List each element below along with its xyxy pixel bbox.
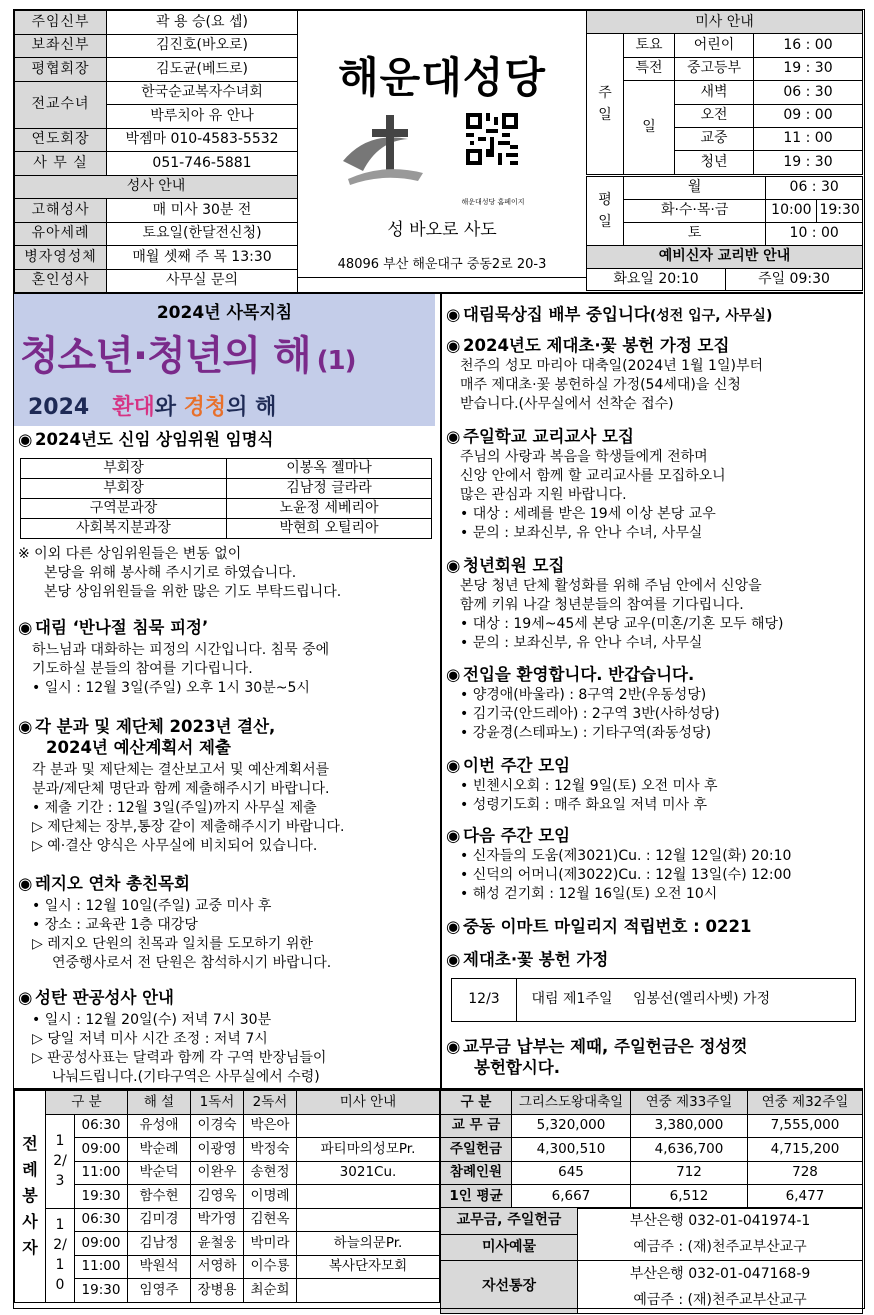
liturgy-cell: 이명례 xyxy=(244,1185,297,1209)
mass-time: 09 : 00 xyxy=(754,104,863,127)
finance-cell: 4,715,200 xyxy=(748,1138,863,1162)
liturgy-time: 19:30 xyxy=(75,1185,128,1209)
section-title: ◉ 대림 ‘반나절 침묵 피정’ xyxy=(18,618,209,637)
finance-cell: 7,555,000 xyxy=(748,1114,863,1138)
banner-line3: 2024 환대와 경청의 해 xyxy=(28,395,277,420)
liturgy-cell: 파티마의성모Pr. xyxy=(297,1138,440,1162)
liturgy-header: 구 분 xyxy=(46,1091,128,1115)
mass-name: 중고등부 xyxy=(675,57,754,80)
bank-label: 자선통장 xyxy=(441,1261,578,1314)
mass-name: 어린이 xyxy=(675,34,754,57)
bank-account xyxy=(578,1261,863,1314)
section-teachers: ◉ 주일학교 교리교사 모집 주님의 사랑과 복음을 학생들에게 전하며 신앙 안에서 함께 할 교리교사를 모집하오니 많은 관심과 지원 바랍니다. • 대상 : 세례를 받은 19세 이상 본당 교우 • 문의 : 보좌신부, 유 안나 수녀, 사무실 xyxy=(446,426,861,543)
sacrament-value: 사무실 문의 xyxy=(107,269,298,293)
catechumen-sunday: 주일 09:30 xyxy=(726,269,863,291)
committee-name: 이봉옥 젤마나 xyxy=(227,459,432,479)
catechumen-title: 예비신자 교리반 안내 xyxy=(587,246,863,269)
mass-name: 교중 xyxy=(675,127,754,150)
liturgy-cell: 김미경 xyxy=(128,1208,191,1232)
liturgy-cell: 송현정 xyxy=(244,1161,297,1185)
liturgy-cell: 최순희 xyxy=(244,1279,297,1303)
qr-caption: 해운대성당 홈페이지 xyxy=(461,198,525,206)
section-title: ◉ 2024년도 신임 상임위원 임명식 xyxy=(18,430,274,449)
liturgy-cell: 박정숙 xyxy=(244,1138,297,1162)
liturgy-cell: 박원석 xyxy=(128,1255,191,1279)
finance-cell: 3,380,000 xyxy=(631,1114,748,1138)
liturgy-cell: 서영하 xyxy=(191,1255,244,1279)
sacrament-label: 고해성사 xyxy=(15,199,107,223)
bank-account-table xyxy=(440,1207,863,1314)
church-address: 48096 부산 해운대구 중동2로 20-3 xyxy=(337,257,547,272)
info-label: 보좌신부 xyxy=(15,34,107,58)
section-dues: ◉ 교무금 납부는 제때, 주일헌금은 정성껏 봉헌합시다. xyxy=(446,1036,861,1078)
info-value: 곽 용 승(요 셉) xyxy=(107,11,298,35)
section-committee xyxy=(18,429,438,450)
info-value: 김진호(바오로) xyxy=(107,34,298,58)
liturgy-cell xyxy=(297,1185,440,1209)
church-name: 해운대성당 xyxy=(338,53,546,102)
bank-account-holder: 예금주 : (재)천주교부산교구 xyxy=(633,1239,807,1255)
catechumen-tuesday: 화요일 20:10 xyxy=(587,269,726,291)
liturgy-servers-table xyxy=(14,1090,440,1303)
section-title: ◉ 2024년도 제대초·꽃 봉헌 가정 모집 xyxy=(446,336,730,355)
section-title: ◉ 다음 주간 모임 xyxy=(446,826,571,845)
bank-label: 교무금, 주일헌금 xyxy=(441,1208,578,1235)
weekday-time: 10:00 xyxy=(766,200,817,223)
finance-header: 연중 제33주일 xyxy=(631,1091,748,1115)
liturgy-cell: 박가영 xyxy=(191,1208,244,1232)
section-this-week: ◉ 이번 주간 모임 • 빈첸시오회 : 12월 9일(토) 오전 미사 후 • 성령기도회 : 매주 화요일 저녁 미사 후 xyxy=(446,755,861,815)
info-label: 주임신부 xyxy=(15,11,107,35)
committee-name: 김남정 글라라 xyxy=(227,479,432,499)
mass-time: 16 : 00 xyxy=(754,34,863,57)
altar-week: 대림 제1주일 xyxy=(517,979,628,1022)
section-retreat: ◉ 대림 ‘반나절 침묵 피정’ 하느님과 대화하는 피정의 시간입니다. 침묵 중에 기도하실 분들의 참여를 기다립니다. • 일시 : 12월 3일(주일) 오후 1시 30분~5시 xyxy=(18,617,438,698)
liturgy-side-label: 전례봉사자 xyxy=(15,1091,46,1303)
liturgy-cell: 하늘의문Pr. xyxy=(297,1232,440,1256)
sacrament-title: 성사 안내 xyxy=(15,175,298,199)
weekday-label: 평일 xyxy=(587,177,624,246)
finance-header: 구 분 xyxy=(441,1091,512,1115)
section-title: ◉ 주일학교 교리교사 모집 xyxy=(446,427,634,446)
bank-account xyxy=(578,1208,863,1261)
liturgy-cell: 박은아 xyxy=(244,1114,297,1138)
committee-name: 박현희 오틸리아 xyxy=(227,519,432,539)
sacrament-value: 매 미사 30분 전 xyxy=(107,199,298,223)
liturgy-cell: 3021Cu. xyxy=(297,1161,440,1185)
finance-label: 1인 평균 xyxy=(441,1185,512,1209)
liturgy-cell xyxy=(297,1114,440,1138)
section-budget: ◉ 각 분과 및 제단체 2023년 결산, 2024년 예산계획서 제출 각 분과 및 제단체는 결산보고서 및 예산계획서를 분과/제단체 명단과 함께 제출해주시기 바랍니다. • 제출 기간 : 12월 3일(주일)까지 사무실 제출 ▷ 제단체는 장부,통장 같이 제출해주시기 바랍니다. ▷ 예·결산 양식은 사무실에 비치되어 있습니다. xyxy=(18,716,438,856)
section-title: ◉ 교무금 납부는 제때, 주일헌금은 정성껏 xyxy=(446,1037,748,1056)
bank-account-number: 부산은행 032-01-041974-1 xyxy=(629,1213,811,1229)
section-christmas: ◉ 성탄 판공성사 안내 • 일시 : 12월 20일(수) 저녁 7시 30분 ▷ 당일 저녁 미사 시간 조정 : 저녁 7시 ▷ 판공성사표는 달력과 함께 각 구역 반장님들이 나눠드립니다.(기타구역은 사무실에서 수령) xyxy=(18,987,438,1087)
committee-role: 부회장 xyxy=(21,459,227,479)
sacrament-label: 병자영성체 xyxy=(15,246,107,270)
patron-saint: 성 바오로 사도 xyxy=(387,220,497,240)
mass-time: 19 : 30 xyxy=(754,151,863,174)
liturgy-date: 12/10 xyxy=(46,1208,75,1302)
altar-date: 12/3 xyxy=(452,979,517,1022)
liturgy-cell: 김영욱 xyxy=(191,1185,244,1209)
section-title: ◉ 제대초·꽃 봉헌 가정 xyxy=(446,950,609,969)
liturgy-time: 06:30 xyxy=(75,1114,128,1138)
liturgy-cell: 함수현 xyxy=(128,1185,191,1209)
info-value: 김도균(베드로) xyxy=(107,58,298,82)
section-title: ◉ 전입을 환영합니다. 반갑습니다. xyxy=(446,665,695,684)
liturgy-cell: 이경숙 xyxy=(191,1114,244,1138)
finance-cell: 712 xyxy=(631,1161,748,1185)
sacrament-value: 토요일(한달전신청) xyxy=(107,222,298,246)
day-label: 일 xyxy=(624,81,675,175)
finance-cell: 728 xyxy=(748,1161,863,1185)
weekday-name: 월 xyxy=(624,177,766,200)
special-label: 특전 xyxy=(624,57,675,80)
section-youth: ◉ 청년회원 모집 본당 청년 단체 활성화를 위해 주님 안에서 신앙을 함께 키워 나갈 청년분들의 참여를 기다립니다. • 대상 : 19세~45세 본당 교우(미혼/기혼 모두 해당) • 문의 : 보좌신부, 유 안나 수녀, 사무실 xyxy=(446,555,861,653)
mass-time: 11 : 00 xyxy=(754,127,863,150)
committee-role: 사회복지분과장 xyxy=(21,519,227,539)
section-title: ◉ 대림묵상집 배부 중입니다(성전 입구, 사무실) xyxy=(446,305,773,324)
bank-label: 미사예물 xyxy=(441,1234,578,1261)
mass-time: 19 : 30 xyxy=(754,57,863,80)
weekday-time: 19:30 xyxy=(817,200,863,223)
committee-name: 노윤정 세베리아 xyxy=(227,499,432,519)
liturgy-time: 09:00 xyxy=(75,1232,128,1256)
weekday-time: 06 : 30 xyxy=(766,177,863,200)
liturgy-cell: 김현옥 xyxy=(244,1208,297,1232)
weekday-name: 화·수·목·금 xyxy=(624,200,766,223)
section-altar-families: ◉ 2024년도 제대초·꽃 봉헌 가정 모집 천주의 성모 마리아 대축일(2024년 1월 1일)부터 매주 제대초·꽃 봉헌하실 가정(54세대)을 신청 받습니다.(사무실에서 선착순 접수) xyxy=(446,335,861,414)
liturgy-cell: 김남정 xyxy=(128,1232,191,1256)
liturgy-time: 06:30 xyxy=(75,1208,128,1232)
committee-table xyxy=(20,458,432,539)
finance-cell: 5,320,000 xyxy=(512,1114,631,1138)
liturgy-cell xyxy=(297,1208,440,1232)
finance-cell: 6,667 xyxy=(512,1185,631,1209)
liturgy-time: 09:00 xyxy=(75,1138,128,1162)
liturgy-header: 미사 안내 xyxy=(297,1091,440,1115)
liturgy-date: 12/3 xyxy=(46,1114,75,1208)
committee-role: 구역분과장 xyxy=(21,499,227,519)
saturday-label: 토요 xyxy=(624,34,675,57)
liturgy-time: 11:00 xyxy=(75,1161,128,1185)
section-next-week: ◉ 다음 주간 모임 • 신자들의 도움(제3021)Cu. : 12월 12일(화) 20:10 • 신덕의 어머니(제3022)Cu. : 12월 13일(수) 12:00 • 해성 걷기회 : 12월 16일(토) 오전 10시 xyxy=(446,825,861,904)
catechumen-table xyxy=(586,268,863,291)
sacrament-label: 유아세례 xyxy=(15,222,107,246)
section-title: ◉ 이번 주간 모임 xyxy=(446,756,571,775)
section-advent-book xyxy=(446,304,861,327)
liturgy-cell: 장병용 xyxy=(191,1279,244,1303)
liturgy-cell: 유성애 xyxy=(128,1114,191,1138)
bank-account-number: 부산은행 032-01-047168-9 xyxy=(629,1266,811,1282)
finance-table xyxy=(440,1090,863,1209)
church-header xyxy=(298,10,586,278)
section-title: ◉ 중동 이마트 마일리지 적립번호 : 0221 xyxy=(446,917,752,936)
liturgy-cell: 복사단자모회 xyxy=(297,1255,440,1279)
liturgy-cell: 박순례 xyxy=(128,1138,191,1162)
mass-name: 청년 xyxy=(675,151,754,174)
finance-label: 교 무 금 xyxy=(441,1114,512,1138)
sacrament-value: 매월 셋째 주 목 13:30 xyxy=(107,246,298,270)
liturgy-cell: 윤철웅 xyxy=(191,1232,244,1256)
liturgy-cell: 이완우 xyxy=(191,1161,244,1185)
altar-family: 임봉선(엘리사벳) 가정 xyxy=(627,979,856,1022)
banner-line1: 2024년 사목지침 xyxy=(156,303,293,323)
info-label: 평협회장 xyxy=(15,58,107,82)
staff-info-table xyxy=(14,10,298,293)
bank-account-holder: 예금주 : (재)천주교부산교구 xyxy=(633,1292,807,1308)
liturgy-cell: 임영주 xyxy=(128,1279,191,1303)
pastoral-banner xyxy=(14,294,435,426)
liturgy-time: 19:30 xyxy=(75,1279,128,1303)
sunday-label: 주일 xyxy=(587,34,624,174)
mass-title: 미사 안내 xyxy=(587,11,863,34)
church-logo-icon xyxy=(338,111,428,191)
liturgy-header: 1독서 xyxy=(191,1091,244,1115)
finance-label: 참례인원 xyxy=(441,1161,512,1185)
info-label: 전교수녀 xyxy=(15,81,107,128)
info-value: 한국순교복자수녀회 xyxy=(107,81,298,105)
mass-name: 새벽 xyxy=(675,81,754,104)
finance-cell: 4,300,510 xyxy=(512,1138,631,1162)
finance-cell: 6,512 xyxy=(631,1185,748,1209)
section-title: ◉ 각 분과 및 제단체 2023년 결산, xyxy=(18,717,276,736)
section-title: ◉ 청년회원 모집 xyxy=(446,556,565,575)
liturgy-header: 해 설 xyxy=(128,1091,191,1115)
liturgy-cell: 이수룡 xyxy=(244,1255,297,1279)
section-welcome: ◉ 전입을 환영합니다. 반갑습니다. • 양경애(바울라) : 8구역 2반(우동성당) • 김기국(안드레아) : 2구역 3반(사하성당) • 강윤경(스테파노) : 기타구역(좌동성당) xyxy=(446,664,861,743)
info-value: 박젬마 010-4583-5532 xyxy=(107,128,298,152)
finance-cell: 4,636,700 xyxy=(631,1138,748,1162)
liturgy-cell: 이광영 xyxy=(191,1138,244,1162)
finance-label: 주일헌금 xyxy=(441,1138,512,1162)
weekday-mass-table xyxy=(586,176,863,269)
finance-cell: 645 xyxy=(512,1161,631,1185)
section-legio: ◉ 레지오 연차 총친목회 • 일시 : 12월 10일(주일) 교중 미사 후 • 장소 : 교육관 1층 대강당 ▷ 레지오 단원의 친목과 일치를 도모하기 위한 연중행사로서 전 단원은 참석하시기 바랍니다. xyxy=(18,873,438,973)
finance-header: 그리스도왕대축일 xyxy=(512,1091,631,1115)
mass-schedule-table xyxy=(586,10,863,175)
finance-header: 연중 제32주일 xyxy=(748,1091,863,1115)
info-label: 사 무 실 xyxy=(15,152,107,176)
mass-time: 06 : 30 xyxy=(754,81,863,104)
weekday-time: 10 : 00 xyxy=(766,223,863,246)
banner-line2: 청소년·청년의 해 (1) xyxy=(20,333,356,379)
section-emart xyxy=(446,916,861,937)
section-altar-this-week xyxy=(446,949,861,970)
committee-role: 부회장 xyxy=(21,479,227,499)
info-value: 박루치아 유 안나 xyxy=(107,105,298,129)
info-label: 연도회장 xyxy=(15,128,107,152)
liturgy-time: 11:00 xyxy=(75,1255,128,1279)
section-title: ◉ 레지오 연차 총친목회 xyxy=(18,874,190,893)
liturgy-cell xyxy=(297,1279,440,1303)
mass-name: 오전 xyxy=(675,104,754,127)
weekday-name: 토 xyxy=(624,223,766,246)
committee-note: ※ 이외 다른 상임위원들은 변동 없이 본당을 위해 봉사해 주시기로 하였습니다. 본당 상임위원들을 위한 많은 기도 부탁드립니다. xyxy=(18,546,342,600)
finance-cell: 6,477 xyxy=(748,1185,863,1209)
info-value: 051-746-5881 xyxy=(107,152,298,176)
qr-code-icon xyxy=(466,113,518,165)
liturgy-header: 2독서 xyxy=(244,1091,297,1115)
sacrament-label: 혼인성사 xyxy=(15,269,107,293)
section-title: ◉ 성탄 판공성사 안내 xyxy=(18,988,175,1007)
column-divider xyxy=(440,293,442,1088)
liturgy-cell: 박순덕 xyxy=(128,1161,191,1185)
liturgy-cell: 박미라 xyxy=(244,1232,297,1256)
altar-family-table xyxy=(451,978,856,1022)
